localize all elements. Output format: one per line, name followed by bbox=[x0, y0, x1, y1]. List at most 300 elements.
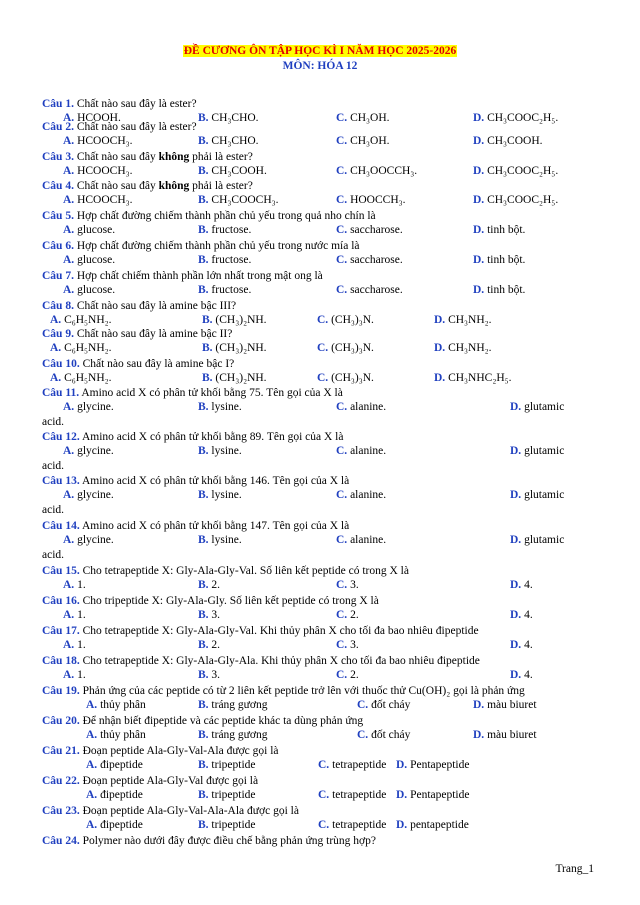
option-letter: B. bbox=[198, 112, 209, 124]
option-letter: A. bbox=[50, 372, 62, 384]
option-letter: C. bbox=[336, 445, 348, 457]
option-letter: A. bbox=[86, 819, 98, 831]
question-text: Amino acid X có phân tử khối bằng 75. Tên gọi của X là bbox=[79, 387, 343, 399]
option-text: tinh bột. bbox=[487, 284, 526, 296]
question-number: Câu 9. bbox=[42, 328, 74, 340]
answer-option bbox=[473, 254, 525, 267]
option-text: saccharose. bbox=[350, 254, 403, 266]
answer-option bbox=[434, 314, 492, 327]
question-text: Hợp chất chiếm thành phần lớn nhất trong mật ong là bbox=[73, 270, 323, 282]
option-text: CH₃COOH. bbox=[211, 165, 267, 177]
option-text: glutamic bbox=[524, 489, 565, 501]
option-letter: C. bbox=[336, 489, 348, 501]
answer-option bbox=[510, 401, 564, 414]
answer-option bbox=[336, 135, 390, 148]
answer-option bbox=[336, 445, 386, 458]
answer-option bbox=[396, 789, 469, 802]
option-text: tetrapeptide bbox=[332, 759, 387, 771]
option-text: CH₃NH₂. bbox=[448, 342, 492, 354]
option-letter: D. bbox=[434, 342, 446, 354]
answer-option bbox=[86, 759, 143, 772]
answer-option bbox=[63, 639, 86, 652]
option-letter: C. bbox=[357, 699, 369, 711]
option-letter: D. bbox=[473, 284, 485, 296]
question-text: Amino acid X có phân tử khối bằng 89. Tên gọi của X là bbox=[79, 431, 344, 443]
question-stem bbox=[42, 240, 360, 253]
question-number: Câu 13. bbox=[42, 475, 80, 487]
option-text: 1. bbox=[77, 579, 86, 591]
answer-option bbox=[198, 639, 220, 652]
option-text: lysine. bbox=[211, 401, 242, 413]
question-stem bbox=[42, 805, 299, 818]
option-letter: D. bbox=[473, 729, 485, 741]
answer-option bbox=[318, 789, 386, 802]
question-number: Câu 5. bbox=[42, 210, 74, 222]
answer-option bbox=[336, 165, 417, 178]
answer-option bbox=[50, 314, 112, 327]
question-number: Câu 2. bbox=[42, 121, 74, 133]
answer-option bbox=[473, 729, 537, 742]
option-text: 1. bbox=[77, 639, 86, 651]
question-text: Cho tetrapeptide X: Gly-Ala-Gly-Val. Số liên kết peptide có trong X là bbox=[79, 565, 409, 577]
question-text: Amino acid X có phân tử khối bằng 146. Tên gọi của X là bbox=[79, 475, 350, 487]
option-letter: D. bbox=[510, 669, 522, 681]
question-number: Câu 6. bbox=[42, 240, 74, 252]
option-text: tráng gương bbox=[211, 699, 268, 711]
answer-option bbox=[434, 372, 512, 385]
option-text: fructose. bbox=[211, 284, 252, 296]
option-text: fructose. bbox=[211, 254, 252, 266]
answer-option bbox=[510, 669, 533, 682]
question-text: Đoạn peptide Ala-Gly-Val-Ala-Ala được gọi là bbox=[79, 805, 299, 817]
option-letter: B. bbox=[198, 669, 209, 681]
option-letter: C. bbox=[357, 729, 369, 741]
option-text: HCOOCH₃. bbox=[77, 135, 133, 147]
question-text: Phản ứng của các peptide có từ 2 liên kết peptide trở lên với thuốc thử Cu(OH)₂ gọi là phản ứng bbox=[79, 685, 525, 697]
subject-title: MÔN: HÓA 12 bbox=[282, 60, 358, 72]
option-letter: A. bbox=[86, 759, 98, 771]
option-letter: B. bbox=[198, 759, 209, 771]
option-text: alanine. bbox=[350, 445, 387, 457]
answer-option bbox=[198, 254, 251, 267]
question-stem bbox=[42, 745, 279, 758]
answer-option bbox=[336, 489, 386, 502]
option-letter: D. bbox=[510, 445, 522, 457]
option-letter: D. bbox=[510, 489, 522, 501]
answer-option bbox=[198, 194, 279, 207]
question-text: Hợp chất đường chiếm thành phần chủ yếu trong nước mía là bbox=[73, 240, 360, 252]
option-text: đipeptide bbox=[100, 819, 143, 831]
answer-option bbox=[336, 639, 359, 652]
question-text: Chất nào sau đây là ester? bbox=[73, 121, 197, 133]
answer-option bbox=[198, 729, 268, 742]
question-stem bbox=[42, 180, 253, 193]
option-text: alanine. bbox=[350, 401, 387, 413]
option-text: C₆H₅NH₂. bbox=[64, 342, 112, 354]
option-text: tripeptide bbox=[211, 819, 256, 831]
option-text: HCOOCH₃. bbox=[77, 165, 133, 177]
option-text: 2. bbox=[350, 669, 359, 681]
option-text: tinh bột. bbox=[487, 254, 526, 266]
answer-option bbox=[202, 314, 267, 327]
answer-option bbox=[63, 445, 114, 458]
answer-option bbox=[336, 609, 359, 622]
question-stem bbox=[42, 520, 349, 533]
option-letter: B. bbox=[198, 699, 209, 711]
option-letter: C. bbox=[336, 112, 348, 124]
question-text: Cho tetrapeptide X: Gly-Ala-Gly-Ala. Khi thủy phân X cho tối đa bao nhiêu đipeptide bbox=[79, 655, 480, 667]
question-text: Polymer nào dưới đây được điều chế bằng phản ứng trùng hợp? bbox=[79, 835, 376, 847]
option-text: 3. bbox=[211, 609, 221, 621]
answer-option bbox=[473, 194, 558, 207]
option-letter: B. bbox=[202, 342, 213, 354]
option-letter: B. bbox=[198, 489, 209, 501]
answer-option bbox=[63, 284, 115, 297]
question-number: Câu 14. bbox=[42, 520, 80, 532]
option-letter: B. bbox=[198, 445, 209, 457]
question-number: Câu 24. bbox=[42, 835, 80, 847]
answer-option bbox=[50, 342, 112, 355]
answer-option bbox=[473, 699, 537, 712]
option-text: 3. bbox=[211, 669, 221, 681]
question-text: Chất nào sau đây là amine bậc I? bbox=[79, 358, 235, 370]
option-text: glutamic bbox=[524, 401, 565, 413]
option-letter: B. bbox=[202, 372, 213, 384]
answer-option bbox=[63, 609, 86, 622]
option-letter: B. bbox=[198, 165, 209, 177]
answer-option bbox=[63, 165, 133, 178]
option-letter: C. bbox=[318, 819, 330, 831]
option-text: tetrapeptide bbox=[332, 819, 387, 831]
option-text: đốt cháy bbox=[371, 729, 411, 741]
answer-option bbox=[357, 699, 410, 712]
option-letter: C. bbox=[318, 759, 330, 771]
answer-option bbox=[198, 224, 251, 237]
question-text: Chất nào sau đây không phải là ester? bbox=[73, 180, 253, 192]
option-letter: C. bbox=[317, 314, 329, 326]
answer-option bbox=[336, 579, 359, 592]
option-letter: C. bbox=[336, 401, 348, 413]
question-number: Câu 10. bbox=[42, 358, 80, 370]
option-text-continuation: acid. bbox=[42, 416, 65, 428]
question-number: Câu 19. bbox=[42, 685, 80, 697]
option-letter: D. bbox=[396, 789, 408, 801]
option-text: alanine. bbox=[350, 489, 387, 501]
answer-option bbox=[86, 729, 146, 742]
option-text: (CH₃)₂NH. bbox=[215, 372, 267, 384]
option-text-continuation: acid. bbox=[42, 460, 65, 472]
option-text: glucose. bbox=[77, 224, 116, 236]
question-stem bbox=[42, 475, 349, 488]
question-text: Amino acid X có phân tử khối bằng 147. Tên gọi của X là bbox=[79, 520, 350, 532]
answer-option bbox=[198, 489, 242, 502]
option-letter: C. bbox=[336, 254, 348, 266]
option-text: lysine. bbox=[211, 445, 242, 457]
question-number: Câu 7. bbox=[42, 270, 74, 282]
option-text: glucose. bbox=[77, 284, 116, 296]
option-text: glycine. bbox=[77, 534, 114, 546]
answer-option bbox=[318, 819, 386, 832]
option-text: thủy phân bbox=[100, 699, 146, 711]
answer-option bbox=[317, 342, 374, 355]
option-letter: A. bbox=[63, 669, 75, 681]
answer-option bbox=[63, 579, 86, 592]
option-text: CH₃NH₂. bbox=[448, 314, 492, 326]
option-text: HCOOCH₃. bbox=[77, 194, 133, 206]
question-number: Câu 4. bbox=[42, 180, 74, 192]
answer-option bbox=[336, 224, 403, 237]
answer-option bbox=[473, 112, 558, 125]
option-text: tinh bột. bbox=[487, 224, 526, 236]
option-letter: A. bbox=[63, 639, 75, 651]
question-text: Chất nào sau đây là ester? bbox=[73, 98, 197, 110]
option-text: lysine. bbox=[211, 534, 242, 546]
option-text: (CH₃)₂NH. bbox=[215, 314, 267, 326]
question-number: Câu 17. bbox=[42, 625, 80, 637]
question-stem bbox=[42, 775, 258, 788]
answer-option bbox=[198, 699, 268, 712]
option-text: màu biuret bbox=[487, 699, 537, 711]
answer-option bbox=[86, 819, 143, 832]
answer-option bbox=[86, 789, 143, 802]
option-letter: D. bbox=[434, 314, 446, 326]
option-text: 2. bbox=[211, 579, 221, 591]
answer-option bbox=[63, 669, 86, 682]
question-text: Chất nào sau đây không phải là ester? bbox=[73, 151, 253, 163]
option-letter: D. bbox=[510, 639, 522, 651]
option-letter: C. bbox=[336, 639, 348, 651]
option-text: glucose. bbox=[77, 254, 116, 266]
option-text: CH₃CHO. bbox=[211, 135, 259, 147]
question-text: Đoạn peptide Ala-Gly-Val được gọi là bbox=[79, 775, 259, 787]
question-text: Cho tetrapeptide X: Gly-Ala-Gly-Val. Khi thủy phân X cho tối đa bao nhiêu đipeptide bbox=[79, 625, 479, 637]
option-letter: B. bbox=[198, 579, 209, 591]
question-text: Đoạn peptide Ala-Gly-Val-Ala được gọi là bbox=[79, 745, 279, 757]
option-text: glycine. bbox=[77, 489, 114, 501]
question-number: Câu 16. bbox=[42, 595, 80, 607]
answer-option bbox=[63, 194, 133, 207]
option-letter: B. bbox=[198, 224, 209, 236]
question-text: Để nhận biết đipeptide và các peptide khác ta dùng phản ứng bbox=[79, 715, 364, 727]
answer-option bbox=[336, 534, 386, 547]
answer-option bbox=[198, 135, 259, 148]
option-text: C₆H₅NH₂. bbox=[64, 372, 112, 384]
option-letter: B. bbox=[198, 401, 209, 413]
option-text: thủy phân bbox=[100, 729, 146, 741]
answer-option bbox=[198, 669, 220, 682]
option-text-continuation: acid. bbox=[42, 504, 65, 516]
option-letter: A. bbox=[63, 165, 75, 177]
option-text: saccharose. bbox=[350, 224, 403, 236]
answer-option bbox=[198, 609, 220, 622]
option-letter: C. bbox=[336, 165, 348, 177]
option-letter: A. bbox=[63, 254, 75, 266]
option-letter: C. bbox=[317, 342, 329, 354]
answer-option bbox=[63, 254, 115, 267]
option-letter: D. bbox=[473, 112, 485, 124]
option-letter: D. bbox=[473, 135, 485, 147]
answer-option bbox=[202, 372, 267, 385]
option-text: đipeptide bbox=[100, 789, 143, 801]
answer-option bbox=[198, 284, 251, 297]
option-text: đốt cháy bbox=[371, 699, 411, 711]
answer-option bbox=[434, 342, 492, 355]
question-stem bbox=[42, 685, 525, 698]
option-letter: C. bbox=[336, 579, 348, 591]
option-letter: A. bbox=[63, 579, 75, 591]
question-stem bbox=[42, 655, 480, 668]
option-letter: A. bbox=[63, 401, 75, 413]
question-stem bbox=[42, 151, 253, 164]
answer-option bbox=[336, 401, 386, 414]
answer-option bbox=[198, 534, 242, 547]
question-number: Câu 21. bbox=[42, 745, 80, 757]
answer-option bbox=[336, 112, 390, 125]
option-letter: A. bbox=[86, 789, 98, 801]
answer-option bbox=[357, 729, 410, 742]
option-text: tetrapeptide bbox=[332, 789, 387, 801]
question-stem bbox=[42, 431, 343, 444]
option-letter: A. bbox=[50, 342, 62, 354]
option-letter: D. bbox=[510, 609, 522, 621]
document-title: ĐỀ CƯƠNG ÔN TẬP HỌC KÌ I NĂM HỌC 2025-2026 bbox=[183, 45, 457, 57]
option-letter: A. bbox=[63, 445, 75, 457]
option-letter: D. bbox=[473, 194, 485, 206]
option-text: (CH₃)₃N. bbox=[331, 372, 374, 384]
option-letter: B. bbox=[198, 729, 209, 741]
option-text: tripeptide bbox=[211, 759, 256, 771]
answer-option bbox=[198, 789, 256, 802]
option-text: 4. bbox=[524, 669, 533, 681]
question-number: Câu 20. bbox=[42, 715, 80, 727]
answer-option bbox=[396, 819, 469, 832]
option-text: 4. bbox=[524, 639, 533, 651]
question-stem bbox=[42, 565, 409, 578]
option-text: CH₃OH. bbox=[350, 135, 390, 147]
answer-option bbox=[510, 534, 564, 547]
answer-option bbox=[473, 284, 525, 297]
answer-option bbox=[510, 579, 533, 592]
question-text: Cho tripeptide X: Gly-Ala-Gly. Số liên kết peptide có trong X là bbox=[79, 595, 379, 607]
option-text: CH₃COOCH₃. bbox=[211, 194, 279, 206]
option-letter: D. bbox=[510, 534, 522, 546]
question-stem bbox=[42, 121, 197, 134]
question-number: Câu 15. bbox=[42, 565, 80, 577]
option-letter: D. bbox=[510, 401, 522, 413]
option-letter: D. bbox=[473, 165, 485, 177]
option-text: glutamic bbox=[524, 534, 565, 546]
option-text: tráng gương bbox=[211, 729, 268, 741]
option-text: glycine. bbox=[77, 401, 114, 413]
option-letter: B. bbox=[198, 194, 209, 206]
answer-option bbox=[473, 165, 558, 178]
option-letter: D. bbox=[473, 224, 485, 236]
option-letter: B. bbox=[202, 314, 213, 326]
answer-option bbox=[198, 445, 242, 458]
question-stem bbox=[42, 98, 197, 111]
option-text: CH₃CHO. bbox=[211, 112, 259, 124]
option-letter: A. bbox=[63, 135, 75, 147]
answer-option bbox=[318, 759, 386, 772]
option-text: CH₃NHC₂H₅. bbox=[448, 372, 512, 384]
answer-option bbox=[198, 165, 267, 178]
answer-option bbox=[336, 284, 403, 297]
answer-option bbox=[510, 609, 533, 622]
question-number: Câu 1. bbox=[42, 98, 74, 110]
answer-option bbox=[63, 224, 115, 237]
option-letter: A. bbox=[50, 314, 62, 326]
option-text: (CH₃)₂NH. bbox=[215, 342, 267, 354]
option-text: CH₃OH. bbox=[350, 112, 390, 124]
option-text: lysine. bbox=[211, 489, 242, 501]
question-number: Câu 3. bbox=[42, 151, 74, 163]
option-letter: C. bbox=[336, 194, 348, 206]
answer-option bbox=[202, 342, 267, 355]
option-letter: C. bbox=[336, 669, 348, 681]
option-text: CH₃OOCCH₃. bbox=[350, 165, 418, 177]
question-stem bbox=[42, 387, 343, 400]
option-letter: A. bbox=[63, 489, 75, 501]
option-text: HOOCCH₃. bbox=[350, 194, 406, 206]
option-text: (CH₃)₃N. bbox=[331, 342, 374, 354]
answer-option bbox=[198, 819, 256, 832]
option-letter: C. bbox=[336, 224, 348, 236]
option-letter: A. bbox=[63, 609, 75, 621]
option-text: CH₃COOC₂H₅. bbox=[487, 194, 559, 206]
answer-option bbox=[198, 759, 256, 772]
option-letter: A. bbox=[63, 284, 75, 296]
question-number: Câu 12. bbox=[42, 431, 80, 443]
page-number: Trang_1 bbox=[555, 863, 594, 875]
answer-option bbox=[510, 445, 564, 458]
option-text: 4. bbox=[524, 609, 533, 621]
option-text: glycine. bbox=[77, 445, 114, 457]
option-text: 2. bbox=[211, 639, 221, 651]
question-stem bbox=[42, 328, 232, 341]
option-text: 3. bbox=[350, 579, 359, 591]
option-text: CH₃COOC₂H₅. bbox=[487, 165, 559, 177]
option-text: HCOOH. bbox=[77, 112, 121, 124]
answer-option bbox=[63, 135, 133, 148]
option-text: (CH₃)₃N. bbox=[331, 314, 374, 326]
option-letter: D. bbox=[396, 819, 408, 831]
option-text: pentapeptide bbox=[410, 819, 469, 831]
question-number: Câu 8. bbox=[42, 300, 74, 312]
option-letter: C. bbox=[317, 372, 329, 384]
answer-option bbox=[510, 489, 564, 502]
answer-option bbox=[63, 534, 114, 547]
option-text: C₆H₅NH₂. bbox=[64, 314, 112, 326]
option-letter: A. bbox=[86, 729, 98, 741]
answer-option bbox=[63, 401, 114, 414]
option-letter: C. bbox=[336, 284, 348, 296]
option-text: 1. bbox=[77, 669, 86, 681]
option-letter: C. bbox=[336, 135, 348, 147]
option-text: màu biuret bbox=[487, 729, 537, 741]
option-letter: A. bbox=[63, 224, 75, 236]
question-stem bbox=[42, 270, 323, 283]
question-stem bbox=[42, 358, 234, 371]
option-letter: B. bbox=[198, 534, 209, 546]
question-number: Câu 18. bbox=[42, 655, 80, 667]
answer-option bbox=[396, 759, 469, 772]
answer-option bbox=[198, 579, 220, 592]
option-text: CH₃COOH. bbox=[487, 135, 543, 147]
option-text: 3. bbox=[350, 639, 359, 651]
option-text: tripeptide bbox=[211, 789, 256, 801]
option-text: Pentapeptide bbox=[410, 789, 470, 801]
question-stem bbox=[42, 210, 376, 223]
